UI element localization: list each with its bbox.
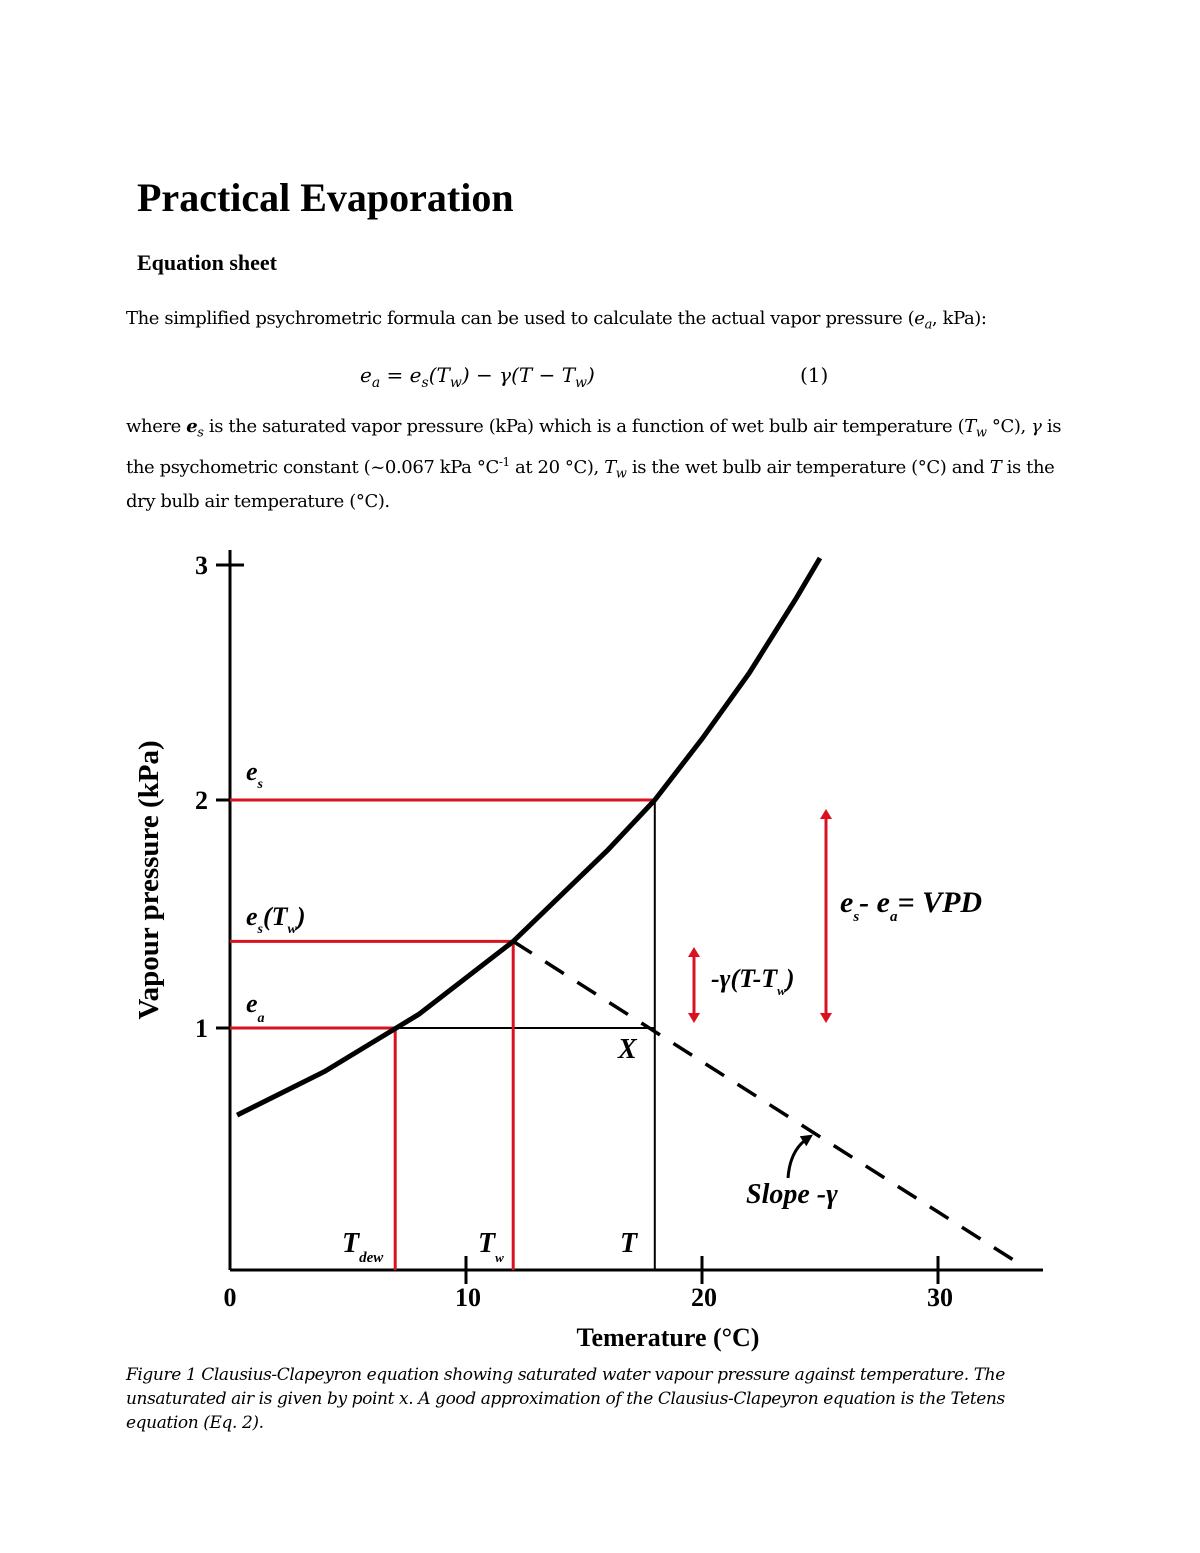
y-axis-label: Vapour pressure (kPa) (133, 740, 165, 1020)
label-t: T (620, 1228, 638, 1259)
where-paragraph: where $e_s$ is the saturated vapor pressure (kPa) which is a function of wet bulb air temperature ($T_w$ °C), γ is the psychometric constant (~0.067 kPa $^\circ C^{-1}$ at 20 °C), $T_w$ is the wet bulb air temperature (°C) and T is the dry bulb air temperature (°C). (126, 416, 1062, 513)
document-subtitle: Equation sheet (137, 250, 277, 275)
label-gamma-difference: $-\gamma(T-T_w)$ (711, 964, 795, 998)
x-tick-label: 30 (927, 1283, 953, 1312)
label-ea: $e_a$ (246, 989, 265, 1026)
y-tick-label: 1 (195, 1014, 208, 1043)
label-vpd: $e_s-$ $e_a=$ VPD (840, 886, 983, 925)
x-axis-label: Temerature (°C) (576, 1323, 760, 1352)
slope-pointer-arrow (788, 1138, 808, 1178)
y-tick-label: 2 (195, 786, 208, 815)
document-title: Practical Evaporation (137, 175, 514, 220)
x-tick-label: 0 (223, 1283, 237, 1312)
label-slope: Slope -γ (746, 1179, 838, 1210)
label-t-dew: $T_{dew}$ (342, 1228, 384, 1266)
equation-1: $e_a = e_s(T_w) - \gamma(T - T_w)$ (360, 363, 595, 391)
y-tick-label: 3 (195, 551, 208, 580)
label-t-w: $T_w$ (478, 1228, 504, 1265)
label-x-point: X (618, 1034, 637, 1065)
saturation-curve (237, 558, 820, 1115)
x-tick-label: 10 (455, 1283, 481, 1312)
x-tick-label: 20 (691, 1283, 717, 1312)
equation-number: (1) (800, 363, 829, 387)
figure-caption: Figure 1 Clausius-Clapeyron equation showing saturated water vapour pressure against temperature. The unsaturated air is given by point x. A good approximation of the Clausius-Clapeyron equation is the Tetens equation (Eq. 2). (126, 1365, 1005, 1433)
label-es-tw: $e_s(T_w)$ (246, 902, 306, 937)
intro-paragraph: The simplified psychrometric formula can be used to calculate the actual vapor pressure ($e_a$, kPa): (126, 308, 987, 333)
label-es: $e_s$ (246, 757, 263, 792)
